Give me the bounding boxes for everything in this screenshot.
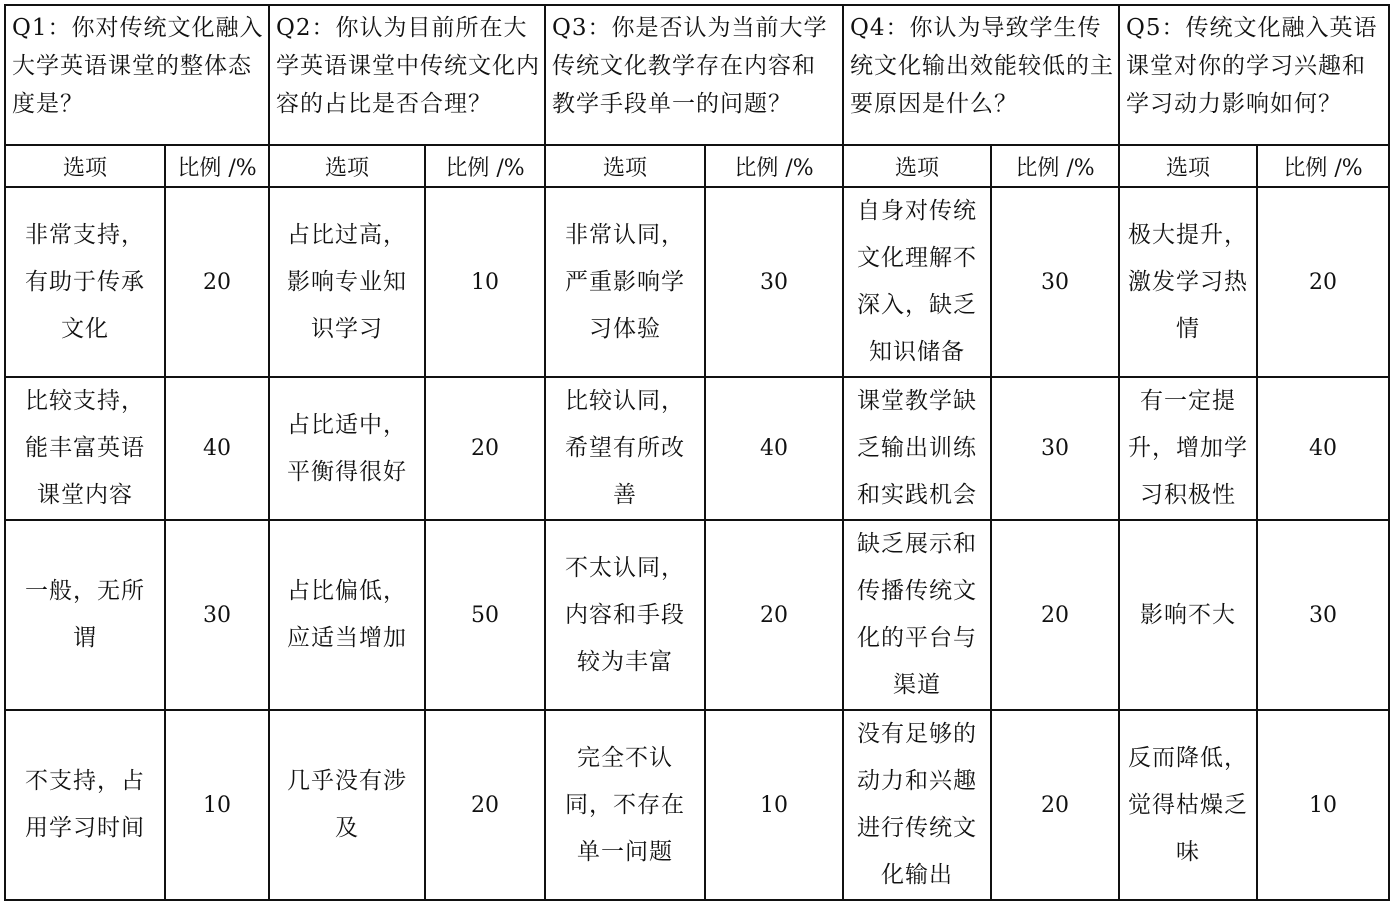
option-header: 选项 — [269, 145, 425, 187]
option-cell — [1119, 187, 1257, 377]
option-text: 比较支持，能丰富英语课堂内容 — [25, 388, 145, 508]
option-header: 选项 — [1119, 145, 1257, 187]
option-text: 非常认同，严重影响学习体验 — [565, 221, 685, 342]
ratio-header: 比例 /% — [991, 145, 1119, 187]
option-cell — [545, 187, 705, 377]
option-cell — [269, 377, 425, 520]
option-text: 没有足够的动力和兴趣进行传统文化输出 — [857, 721, 977, 888]
option-cell — [843, 377, 991, 520]
option-text: 占比偏低，应适当增加 — [287, 578, 407, 651]
option-cell — [545, 520, 705, 710]
question-q4: Q4：你认为导致学生传统文化输出效能较低的主要原因是什么？ — [843, 5, 1119, 145]
option-text: 完全不认同，不存在单一问题 — [565, 744, 685, 865]
option-text: 自身对传统文化理解不深入，缺乏知识储备 — [857, 198, 977, 365]
option-cell — [269, 187, 425, 377]
option-text: 反而降低，觉得枯燥乏味 — [1128, 744, 1248, 865]
option-text: 占比适中，平衡得很好 — [287, 411, 407, 485]
ratio-cell: 40 — [705, 377, 843, 520]
ratio-cell: 20 — [1257, 187, 1389, 377]
ratio-cell: 40 — [165, 377, 269, 520]
ratio-cell: 30 — [991, 187, 1119, 377]
option-cell — [5, 187, 165, 377]
ratio-cell: 20 — [991, 520, 1119, 710]
option-cell — [1119, 377, 1257, 520]
ratio-cell: 10 — [425, 187, 545, 377]
option-cell — [269, 710, 425, 900]
option-cell — [269, 520, 425, 710]
table-row — [5, 187, 1389, 377]
table-row — [5, 520, 1389, 710]
ratio-header: 比例 /% — [425, 145, 545, 187]
question-header-row — [5, 5, 1389, 145]
option-cell — [545, 377, 705, 520]
option-text: 影响不大 — [1140, 601, 1236, 628]
ratio-header: 比例 /% — [705, 145, 843, 187]
option-header: 选项 — [843, 145, 991, 187]
option-cell — [5, 710, 165, 900]
ratio-cell: 20 — [991, 710, 1119, 900]
ratio-cell: 10 — [705, 710, 843, 900]
option-text: 极大提升，激发学习热情 — [1128, 221, 1248, 342]
option-header: 选项 — [545, 145, 705, 187]
option-cell — [5, 377, 165, 520]
ratio-cell: 20 — [425, 710, 545, 900]
ratio-cell: 20 — [705, 520, 843, 710]
ratio-cell: 30 — [165, 520, 269, 710]
option-text: 非常支持，有助于传承文化 — [25, 221, 145, 342]
ratio-cell: 30 — [705, 187, 843, 377]
option-cell — [1119, 710, 1257, 900]
option-text: 一般，无所谓 — [25, 578, 145, 651]
option-text: 课堂教学缺乏输出训练和实践机会 — [857, 388, 977, 508]
ratio-cell: 20 — [165, 187, 269, 377]
ratio-header: 比例 /% — [165, 145, 269, 187]
option-cell — [843, 710, 991, 900]
option-text: 不支持，占用学习时间 — [25, 768, 145, 841]
option-text: 占比过高，影响专业知识学习 — [287, 221, 407, 342]
option-text: 有一定提升，增加学习积极性 — [1128, 388, 1248, 508]
option-text: 比较认同，希望有所改善 — [565, 388, 685, 508]
table-row — [5, 710, 1389, 900]
table-row — [5, 377, 1389, 520]
sub-header-row — [5, 145, 1389, 187]
question-q1: Q1：你对传统文化融入大学英语课堂的整体态度是？ — [5, 5, 269, 145]
question-q2: Q2：你认为目前所在大学英语课堂中传统文化内容的占比是否合理？ — [269, 5, 545, 145]
ratio-cell: 40 — [1257, 377, 1389, 520]
option-text: 不太认同，内容和手段较为丰富 — [565, 554, 685, 675]
ratio-cell: 30 — [991, 377, 1119, 520]
ratio-cell: 20 — [425, 377, 545, 520]
question-q5: Q5：传统文化融入英语课堂对你的学习兴趣和学习动力影响如何？ — [1119, 5, 1389, 145]
option-cell — [1119, 520, 1257, 710]
option-cell — [843, 520, 991, 710]
ratio-cell: 50 — [425, 520, 545, 710]
question-q3: Q3：你是否认为当前大学传统文化教学存在内容和教学手段单一的问题？ — [545, 5, 843, 145]
option-cell — [843, 187, 991, 377]
ratio-cell: 10 — [1257, 710, 1389, 900]
option-text: 缺乏展示和传播传统文化的平台与渠道 — [857, 531, 977, 698]
option-cell — [5, 520, 165, 710]
option-cell — [545, 710, 705, 900]
ratio-header: 比例 /% — [1257, 145, 1389, 187]
survey-results-table — [4, 4, 1390, 901]
option-header: 选项 — [5, 145, 165, 187]
option-text: 几乎没有涉及 — [287, 768, 407, 841]
ratio-cell: 10 — [165, 710, 269, 900]
ratio-cell: 30 — [1257, 520, 1389, 710]
